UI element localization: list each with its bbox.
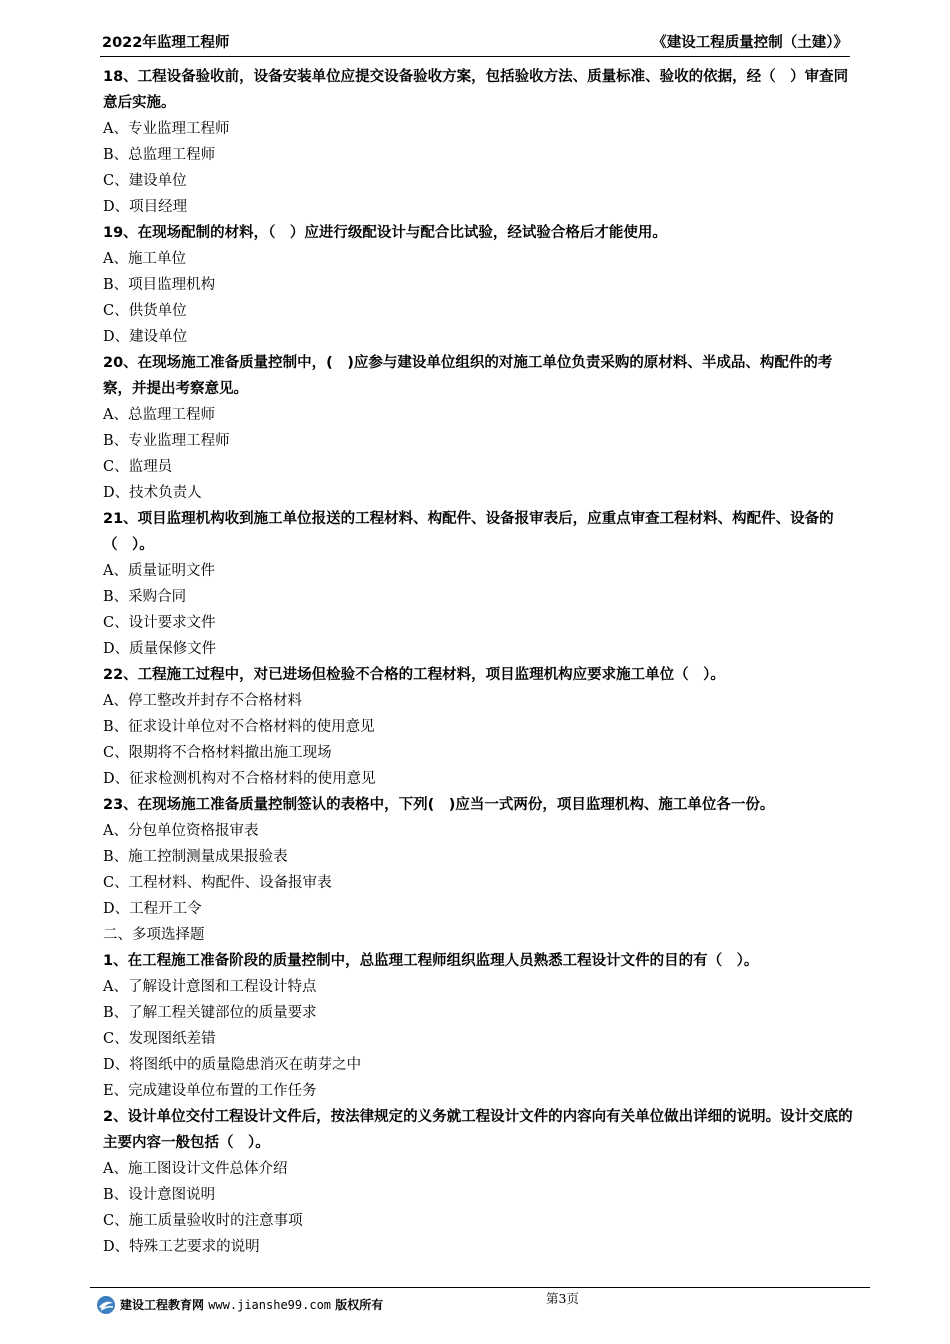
- answer-option: A、总监理工程师: [103, 407, 215, 423]
- brand-logo-icon: [96, 1295, 116, 1315]
- footer-brand: 建设工程教育网: [120, 1298, 205, 1312]
- answer-option: A、停工整改并封存不合格材料: [103, 693, 302, 709]
- question-text: 20、在现场施工准备质量控制中，( )应参与建设单位组织的对施工单位负责采购的原材料、半成品、构配件的考察，并提出考察意见。: [103, 355, 833, 397]
- question-text: 21、项目监理机构收到施工单位报送的工程材料、构配件、设备报审表后，应重点审查工程材料、构配件、设备的（ ）。: [103, 511, 834, 553]
- answer-option: B、专业监理工程师: [103, 433, 230, 449]
- answer-option: A、施工图设计文件总体介绍: [103, 1161, 288, 1177]
- question-list: [103, 64, 853, 1260]
- answer-option: D、建设单位: [103, 329, 188, 345]
- answer-option: A、专业监理工程师: [103, 121, 230, 137]
- question-text: 18、工程设备验收前，设备安装单位应提交设备验收方案，包括验收方法、质量标准、验收的依据，经（ ）审查同意后实施。: [103, 69, 849, 111]
- answer-option: B、项目监理机构: [103, 277, 216, 293]
- answer-option: D、质量保修文件: [103, 641, 217, 657]
- answer-option: B、了解工程关键部位的质量要求: [103, 1005, 317, 1021]
- answer-option: A、了解设计意图和工程设计特点: [103, 979, 317, 995]
- answer-option: D、特殊工艺要求的说明: [103, 1239, 260, 1255]
- answer-option: B、施工控制测量成果报验表: [103, 849, 288, 865]
- answer-option: D、项目经理: [103, 199, 188, 215]
- answer-option: C、建设单位: [103, 173, 187, 189]
- answer-option: C、限期将不合格材料撤出施工现场: [103, 745, 332, 761]
- question-text: 19、在现场配制的材料，（ ）应进行级配设计与配合比试验，经试验合格后才能使用。: [103, 225, 667, 241]
- answer-option: D、征求检测机构对不合格材料的使用意见: [103, 771, 376, 787]
- question-text: 2、设计单位交付工程设计文件后，按法律规定的义务就工程设计文件的内容向有关单位做出详细的说明。设计交底的主要内容一般包括（ ）。: [103, 1109, 853, 1151]
- footer-rights: 版权所有: [335, 1298, 384, 1312]
- question-text: 22、工程施工过程中，对已进场但检验不合格的工程材料，项目监理机构应要求施工单位（ ）。: [103, 667, 725, 683]
- answer-option: C、工程材料、构配件、设备报审表: [103, 875, 332, 891]
- question-text: 23、在现场施工准备质量控制签认的表格中，下列( )应当一式两份，项目监理机构、施工单位各一份。: [103, 797, 775, 813]
- answer-option: C、设计要求文件: [103, 615, 216, 631]
- footer-url[interactable]: www.jianshe99.com: [208, 1298, 332, 1312]
- section-title: 二、多项选择题: [103, 927, 205, 943]
- question-text: 1、在工程施工准备阶段的质量控制中，总监理工程师组织监理人员熟悉工程设计文件的目的有（ ）。: [103, 953, 759, 969]
- answer-option: D、工程开工令: [103, 901, 202, 917]
- answer-option: C、发现图纸差错: [103, 1031, 216, 1047]
- answer-option: C、监理员: [103, 459, 173, 475]
- answer-option: B、征求设计单位对不合格材料的使用意见: [103, 719, 375, 735]
- answer-option: E、完成建设单位布置的工作任务: [103, 1083, 317, 1099]
- answer-option: A、质量证明文件: [103, 563, 215, 579]
- answer-option: B、总监理工程师: [103, 147, 216, 163]
- answer-option: B、采购合同: [103, 589, 187, 605]
- answer-option: D、将图纸中的质量隐患消灭在萌芽之中: [103, 1057, 362, 1073]
- answer-option: A、分包单位资格报审表: [103, 823, 259, 839]
- header-exam-title: 2022年监理工程师: [102, 35, 230, 51]
- answer-option: C、供货单位: [103, 303, 187, 319]
- footer-copyright: [120, 1296, 383, 1313]
- answer-option: B、设计意图说明: [103, 1187, 216, 1203]
- footer-divider: [90, 1287, 870, 1288]
- answer-option: D、技术负责人: [103, 485, 202, 501]
- answer-option: C、施工质量验收时的注意事项: [103, 1213, 303, 1229]
- page-number: 第3页: [546, 1291, 579, 1306]
- answer-option: A、施工单位: [103, 251, 186, 267]
- header-book-title: 《建设工程质量控制（土建）》: [652, 35, 848, 51]
- page-header: [100, 30, 850, 57]
